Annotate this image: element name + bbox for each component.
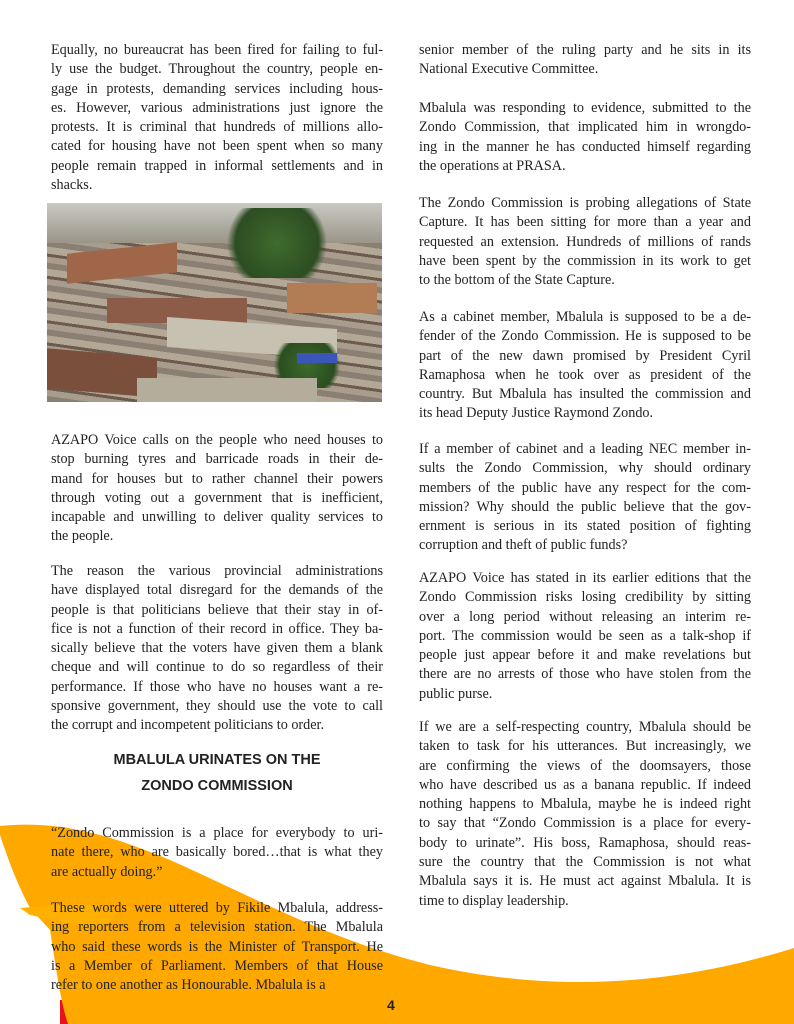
text-line: mand for houses but to rather channel their powers — [51, 470, 383, 487]
paragraph — [419, 41, 751, 80]
section-heading-line: ZONDO COMMISSION — [141, 778, 293, 794]
text-line: taken to task for his utterances. But increasingly, we — [419, 738, 751, 755]
page-number: 4 — [387, 997, 395, 1013]
text-line: country. But Mbalula has insulted the commission and — [419, 386, 751, 403]
text-line: incapable and unwilling to deliver quality services to — [51, 509, 383, 526]
text-line: its head Deputy Justice Raymond Zondo. — [419, 405, 654, 422]
text-line: members of the public have any respect for the com- — [419, 479, 751, 496]
text-line: ing reporters from a television station. The Mbalula — [51, 919, 383, 936]
text-line: fice is not a function of their record in office. They ba- — [51, 620, 383, 637]
text-line: to the bottom of the State Capture. — [419, 272, 615, 289]
text-line: shacks. — [51, 177, 93, 194]
text-line: have been spent by the commission in its work to get — [419, 252, 751, 269]
text-line: fender of the Zondo Commission. He is supposed to be — [419, 328, 751, 345]
text-line: sults the Zondo Commission, why should ordinary — [419, 460, 751, 477]
text-line: Mbalula says it is. He must act against Mbalula. It is — [419, 873, 751, 890]
text-line: Zondo Commission risks losing credibility by sitting — [419, 589, 751, 606]
paragraph — [51, 41, 383, 195]
text-line: public purse. — [419, 685, 493, 702]
text-line: mission? Why should the public believe that the gov- — [419, 498, 751, 515]
text-line: gage in protests, demanding services including hous- — [51, 80, 383, 97]
text-line: to say that “Zondo Commission is a place for every- — [419, 815, 751, 832]
paragraph — [419, 440, 751, 556]
text-line: Equally, no bureaucrat has been fired for failing to ful- — [51, 42, 383, 58]
text-line: sically believe that the voters have given them a blank — [51, 640, 383, 657]
text-line: who have described us as a banana republic. If indeed — [419, 776, 751, 793]
text-line: As a cabinet member, Mbalula is supposed to be a de- — [419, 309, 751, 325]
paragraph — [51, 431, 383, 547]
text-line: If we are a self-respecting country, Mbalula should be — [419, 719, 751, 735]
text-line: refer to one another as Honourable. Mbalula is a — [51, 977, 326, 994]
text-line: over a long period without releasing an interim re- — [419, 608, 751, 625]
text-line: the people. — [51, 528, 114, 545]
paragraph — [419, 718, 751, 911]
paragraph — [419, 569, 751, 704]
paragraph — [51, 824, 383, 882]
text-line: people just appear before it and make revelations but — [419, 647, 751, 664]
text-line: nate there, who are basically bored…that is what they — [51, 844, 383, 861]
text-line: there are no arrests of those who have stolen from the — [419, 666, 751, 683]
text-line: ing in the manner he has conducted himself regarding — [419, 138, 751, 155]
text-line: stop burning tyres and barricade roads in their de- — [51, 451, 383, 468]
text-line: part of the new dawn promised by President Cyril — [419, 347, 751, 364]
text-line: Capture. It has been sitting for more than a year and — [419, 214, 751, 231]
section-heading — [51, 747, 383, 799]
text-line: ly use the budget. Throughout the country, people en- — [51, 61, 383, 78]
text-line: cheque and will continue to do so regardless of their — [51, 659, 383, 676]
text-line: are confirming the views of the doomsayers, those — [419, 757, 751, 774]
text-line: the corrupt and incompetent politicians to order. — [51, 717, 325, 734]
text-line: protests. It is criminal that hundreds of millions allo- — [51, 119, 383, 136]
text-line: the operations at PRASA. — [419, 157, 566, 174]
text-line: The reason the various provincial administrations — [51, 563, 383, 579]
text-line: through voting out a government that is inefficient, — [51, 489, 383, 506]
text-line: AZAPO Voice calls on the people who need houses to — [51, 432, 383, 448]
paragraph — [419, 194, 751, 290]
text-line: time to display leadership. — [419, 892, 569, 909]
text-line: AZAPO Voice has stated in its earlier editions that the — [419, 570, 751, 586]
text-line: people is that politicians believe that their stay in of- — [51, 601, 383, 618]
text-line: cated for housing have not been spent when so many — [51, 138, 383, 155]
text-line: body to urinate”. His boss, Ramaphosa, should reas- — [419, 834, 751, 851]
text-line: Mbalula was responding to evidence, submitted to the — [419, 100, 751, 116]
text-line: “Zondo Commission is a place for everybody to uri- — [51, 825, 383, 841]
text-line: port. The commission would be seen as a talk-shop if — [419, 627, 751, 644]
text-line: is a Member of Parliament. Members of that House — [51, 957, 383, 974]
text-line: nothing happens to Mbalula, maybe he is indeed right — [419, 796, 751, 813]
text-line: The Zondo Commission is probing allegations of State — [419, 195, 751, 211]
paragraph — [51, 562, 383, 736]
text-line: are actually doing.” — [51, 863, 163, 880]
text-line: es. However, various administrations just ignore the — [51, 99, 383, 116]
text-line: performance. If those who have no houses want a re- — [51, 678, 383, 695]
text-line: requested an extension. Hundreds of millions of rands — [419, 233, 751, 250]
text-line: sponsive government, they should use the vote to call — [51, 698, 383, 715]
text-line: ernment is serious in its stated position of fighting — [419, 518, 751, 535]
paragraph — [419, 308, 751, 424]
text-line: Zondo Commission, that implicated him in wrongdo- — [419, 119, 751, 136]
text-line: corruption and theft of public funds? — [419, 537, 628, 554]
text-line: If a member of cabinet and a leading NEC member in- — [419, 441, 751, 457]
text-line: National Executive Committee. — [419, 61, 599, 78]
text-line: have displayed total disregard for the demands of the — [51, 582, 383, 599]
text-line: people remain trapped in informal settlements and in — [51, 157, 383, 174]
text-line: sure the country that the Commission is not what — [419, 854, 751, 871]
text-line: Ramaphosa when he took over as president of the — [419, 366, 751, 383]
text-line: senior member of the ruling party and he sits in its — [419, 42, 751, 58]
informal-settlement-photo — [47, 203, 382, 402]
paragraph — [51, 899, 383, 995]
paragraph — [419, 99, 751, 176]
text-line: who said these words is the Minister of Transport. He — [51, 938, 383, 955]
text-line: These words were uttered by Fikile Mbalula, address- — [51, 900, 383, 916]
section-heading-line: MBALULA URINATES ON THE — [113, 752, 321, 768]
